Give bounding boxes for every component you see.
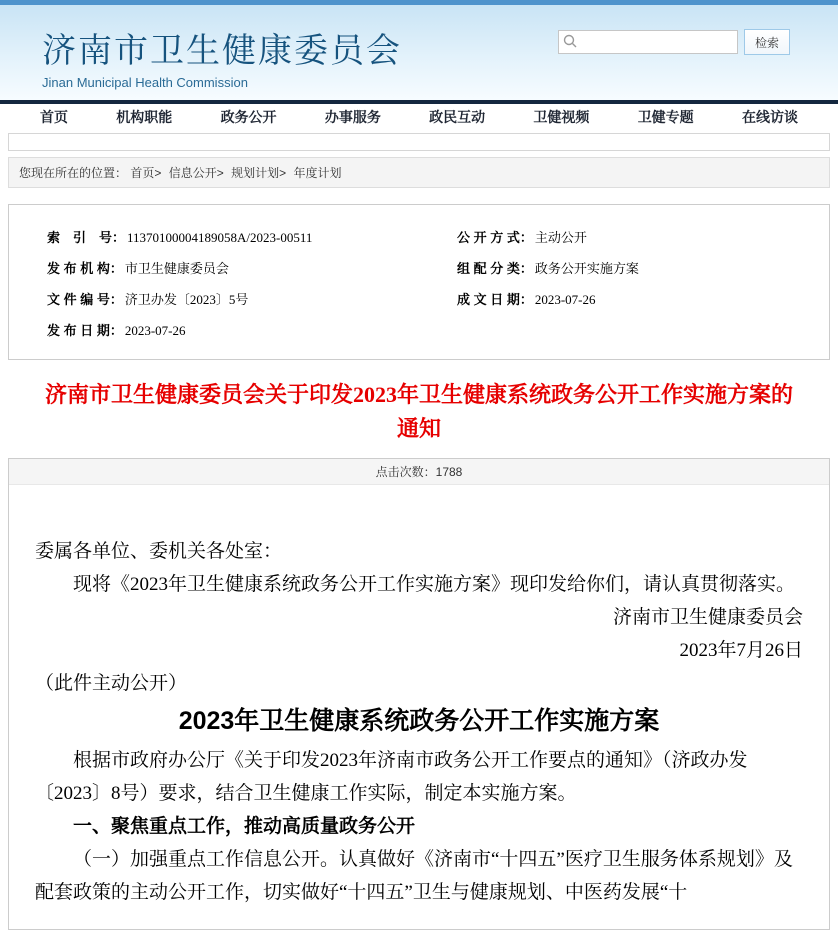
- search-input[interactable]: [558, 30, 738, 54]
- breadcrumb-home[interactable]: 首页>: [130, 166, 162, 180]
- hits-label: 点击次数：: [375, 465, 436, 480]
- nav-item-health-video[interactable]: 卫健视频: [533, 109, 590, 125]
- meta-publish-date: 发 布 日 期： 2023-07-26: [47, 323, 186, 338]
- meta-col-right: [419, 221, 829, 345]
- breadcrumb-annual-plan[interactable]: 年度计划: [293, 166, 342, 180]
- hits-bar: [9, 459, 829, 485]
- nav-item-home[interactable]: 首页: [40, 109, 68, 125]
- paragraph-intro: 根据市政府办公厅《关于印发2023年济南市政务公开工作要点的通知》（济政办发〔2023〕8号）要求，结合卫生健康工作实际，制定本实施方案。: [35, 749, 748, 804]
- paragraph-notice-body: 现将《2023年卫生健康系统政务公开工作实施方案》现印发给你们，请认真贯彻落实。: [73, 574, 796, 596]
- breadcrumb: [8, 157, 830, 188]
- document-body: [9, 485, 829, 929]
- section-1-heading: 一、聚焦重点工作，推动高质量政务公开: [73, 816, 416, 838]
- signature-date: 2023年7月26日: [679, 640, 803, 662]
- nav-item-org-functions[interactable]: 机构职能: [116, 109, 173, 125]
- meta-index-number: 索 引 号： 11370100004189058A/2023-00511: [47, 230, 313, 245]
- search-area: [558, 29, 790, 55]
- salutation: 委属各单位、委机关各处室：: [35, 541, 283, 563]
- meta-category: 组 配 分 类： 政务公开实施方案: [457, 261, 639, 276]
- meta-disclosure-method: 公 开 方 式： 主动公开: [457, 230, 587, 245]
- nav-item-gov-disclosure[interactable]: 政务公开: [220, 109, 277, 125]
- site-title: 济南市卫生健康委员会: [42, 32, 402, 70]
- breadcrumb-planning[interactable]: 规划计划>: [231, 166, 287, 180]
- nav-item-online-interview[interactable]: 在线访谈: [741, 109, 798, 125]
- nav-item-health-topics[interactable]: 卫健专题: [637, 109, 694, 125]
- search-button[interactable]: 检索: [744, 29, 790, 55]
- hits-count: 1788: [435, 465, 463, 480]
- breadcrumb-prefix: 您现在所在的位置：: [19, 166, 128, 180]
- nav-item-interaction[interactable]: 政民互动: [429, 109, 486, 125]
- paragraph-section-1-1: （一）加强重点工作信息公开。认真做好《济南市“十四五”医疗卫生服务体系规划》及配套政策的主动公开工作，切实做好“十四五”卫生与健康规划、中医药发展“十: [35, 849, 793, 904]
- main-nav: [0, 100, 838, 131]
- subnav-bar: [8, 133, 830, 151]
- site-subtitle: Jinan Municipal Health Commission: [42, 75, 248, 90]
- meta-issuing-agency: 发 布 机 构： 市卫生健康委员会: [47, 261, 229, 276]
- meta-document-number: 文 件 编 号： 济卫办发〔2023〕5号: [47, 292, 249, 307]
- site-header: [0, 0, 838, 100]
- signature-agency: 济南市卫生健康委员会: [612, 607, 803, 629]
- plan-title: 2023年卫生健康系统政务公开工作实施方案: [178, 707, 660, 736]
- meta-col-left: [9, 221, 419, 345]
- breadcrumb-info-disclosure[interactable]: 信息公开>: [168, 166, 224, 180]
- search-icon: [563, 34, 577, 48]
- site-brand: [42, 23, 402, 90]
- nav-item-services[interactable]: 办事服务: [324, 109, 381, 125]
- document-content-box: [8, 458, 830, 930]
- document-title: 济南市卫生健康委员会关于印发2023年卫生健康系统政务公开工作实施方案的通知: [45, 382, 794, 442]
- document-meta-box: [8, 204, 830, 360]
- meta-written-date: 成 文 日 期： 2023-07-26: [457, 292, 596, 307]
- disclosure-note: （此件主动公开）: [35, 673, 188, 695]
